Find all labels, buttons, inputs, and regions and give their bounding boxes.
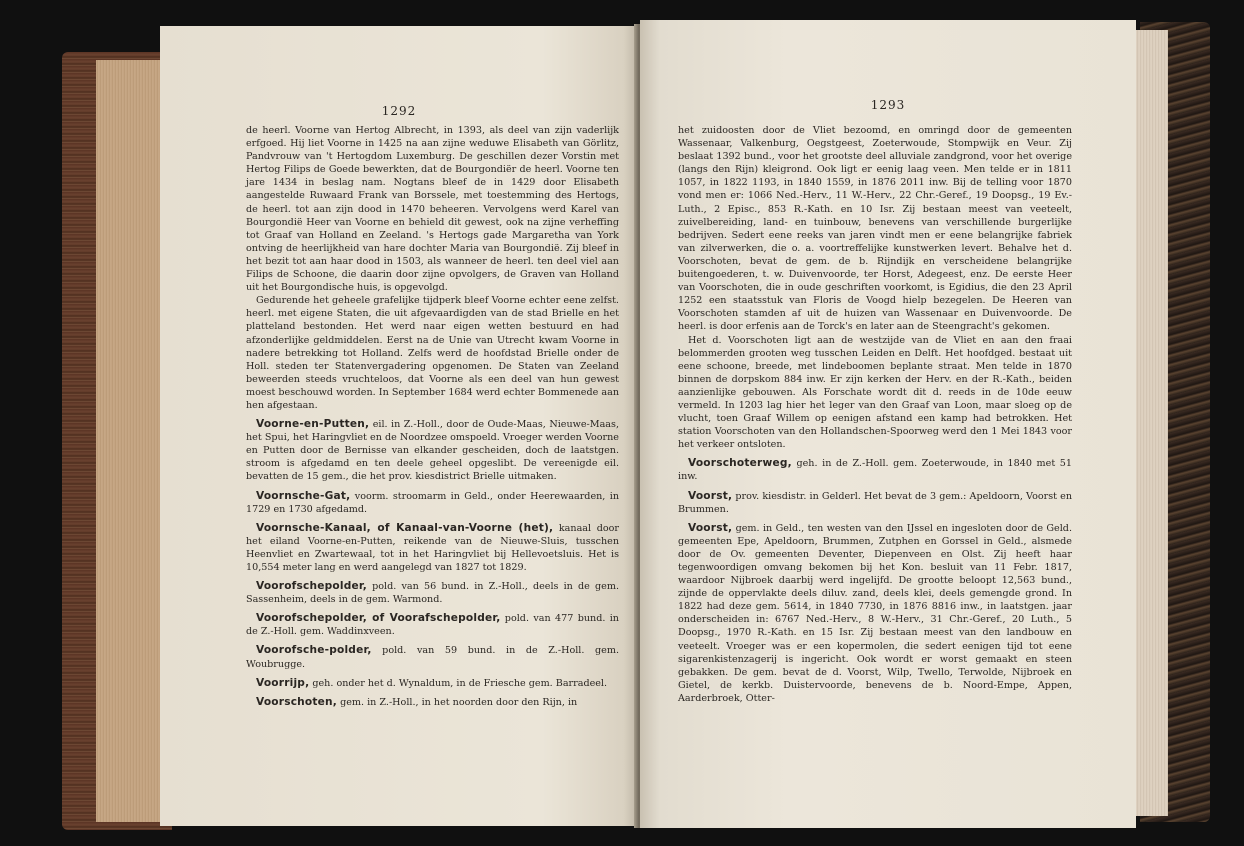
left-page (160, 26, 638, 826)
paragraph (246, 294, 619, 412)
entry-body: het zuidoosten door de Vliet bezoomd, en omringd door de gemeenten Wassenaar, Valkenburg, Oegstgeest, Zoeterwoude, Stompwijk en Veur. Zij beslaat 1392 bund., voor het grootste deel alluviale zandgrond, voor het overige (langs den Rijn) kleigrond. Ook ligt er eenig laag veen. Men telde er in 1811 1057, in 1822 1193, in 1840 1559, in 1876 2011 inw. Bij de telling voor 1870 vond men er: 1066 Ned.-Herv., 11 W.-Herv., 22 Chr.-Geref., 19 Doopsg., 19 Ev.-Luth., 2 Episc., 853 R.-Kath. en 10 Isr. Zij bestaan meest van veeteelt, zuivelbereiding, land- en tuinbouw, benevens van verschillende burgerlijke bedrijven. Sedert eene reeks van jaren vindt men er eene belangrijke fabriek van zilverwerken, die o. a. voortreffelijke kunstwerken levert. Behalve het d. Voorschoten, bevat de gem. de b. Rijndijk en verscheidene belangrijke buitengoederen, t. w. Duivenvoorde, ter Horst, Adegeest, enz. De eerste Heer van Voorschoten, die in oude geschriften voorkomt, is Egidius, die den 23 April 1252 een staatsstuk van Floris de Voogd hielp bezegelen. De Heeren van Voorschoten stamden af uit de huizen van Wassenaar en Duivenvoorde. De heerl. is door erfenis aan de Torck's en later aan de Steengracht's gekomen. (678, 125, 1072, 333)
right-page-text (678, 124, 1072, 705)
dictionary-entry (678, 457, 1072, 483)
entry-headword: Voorst, (688, 489, 733, 502)
page-block-left-edge (96, 60, 168, 822)
entry-body: pold. van 477 bund. in de Z.-Holl. gem. Waddinxveen. (246, 613, 619, 638)
entry-body: de heerl. Voorne van Hertog Albrecht, in 1393, als deel van zijn vaderlijk erfgoed. Hij liet Voorne in 1425 na aan zijne weduwe Elisabeth van Görlitz, Pandvrouw van 't Hertogdom Luxemburg. De geschillen dezer Vorstin met Hertog Filips de Goede bewerkten, dat de Bourgondiër de heerl. Voorne ten jare 1434 in beslag nam. Nogtans bleef de in 1429 door Elisabeth aangestelde Ruwaard Frank van Borssele, met toestemming des Hertogs, de heerl. tot aan zijn dood in 1470 beheeren. Vervolgens werd Karel van Bourgondië Heer van Voorne en behield dit gewest, ook na zijne verheffing tot Graaf van Holland en Zeeland. 's Hertogs gade Margaretha van York ontving de heerlijkheid van hare dochter Maria van Bourgondië. Zij bleef in het bezit tot aan haar dood in 1503, als wanneer de heerl. ten deel viel aan Filips de Schoone, die daarin door zijne opvolgers, de Graven van Holland uit het Bourgondische huis, is opgevolgd. (246, 125, 619, 294)
paragraph (678, 124, 1072, 334)
entry-body: pold. van 59 bund. in de Z.-Holl. gem. Woubrugge. (246, 645, 619, 670)
dictionary-entry (246, 522, 619, 574)
dictionary-entry (246, 677, 619, 690)
dictionary-entry (246, 490, 619, 516)
entry-headword: Voorofschepolder, (256, 580, 367, 593)
entry-body: gem. in Geld., ten westen van den IJssel en ingesloten door de Geld. gemeenten Epe, Apeldoorn, Brummen, Zutphen en Gorssel in Geld., alsmede door de Ov. gemeenten Deventer, Diepenveen en Olst. Zij heeft haar tegenwoordigen omvang bekomen bij het Kon. besluit van 11 Febr. 1817, waardoor Nijbroek daarbij werd ingelijfd. De grootte beloopt 12,563 bund., zijnde de oppervlakte deels diluv. zand, deels klei, deels gemengde grond. In 1822 had deze gem. 5614, in 1840 7730, in 1876 8816 inw., in laatstgen. jaar onderscheiden in: 6767 Ned.-Herv., 8 W.-Herv., 31 Chr.-Geref., 20 Luth., 5 Doopsg., 1970 R.-Kath. en 15 Isr. Zij bestaan meest van den landbouw en veeteelt. Vroeger was er een kopermolen, die sedert eenigen tijd tot eene sigarenkistenzagerij is ingericht. Ook wordt er worst gemaakt en steen gebakken. De gem. bevat de d. Voorst, Wilp, Twello, Terwolde, Nijbroek en Gietel, de kerkb. Duistervoorde, benevens de b. Noord-Empe, Appen, Aarderbroek, Otter- (678, 522, 1072, 704)
entry-headword: Voorschoten, (256, 695, 338, 708)
left-page-number: 1292 (381, 104, 417, 118)
entry-headword: Voorofschepolder, of Voorafschepolder, (256, 612, 501, 625)
entry-headword: Voorrijp, (256, 676, 310, 689)
entry-body: geh. in de Z.-Holl. gem. Zoeterwoude, in 1840 met 51 inw. (678, 458, 1072, 483)
entry-headword: Voorofsche-polder, (256, 644, 372, 657)
entry-body: prov. kiesdistr. in Gelderl. Het bevat de 3 gem.: Apeldoorn, Voorst en Brummen. (678, 490, 1072, 515)
dictionary-entry (246, 418, 619, 483)
entry-body: kanaal door het eiland Voorne-en-Putten, reikende van de Nieuwe-Sluis, tusschen Heenvliet en Zwartewaal, tot in het Haringvliet bij Hellevoetsluis. Het is 10,554 meter lang en werd aangelegd van 1827 tot 1829. (246, 522, 619, 573)
entry-body: Gedurende het geheele grafelijke tijdperk bleef Voorne echter eene zelfst. heerl. met eigene Staten, die uit afgevaardigden van de stad Brielle en het platteland bestonden. Het werd naar eigen wetten bestuurd en had afzonderlijke geldmiddelen. Eerst na de Unie van Utrecht kwam Voorne in nadere betrekking tot Holland. Zelfs werd de hoofdstad Brielle onder de Holl. steden ter Statenvergadering opgenomen. De Staten van Zeeland beweerden steeds vruchteloos, dat Voorne als een deel van hun gewest moest beschouwd worden. In September 1684 werd echter Bommenede aan hen afgestaan. (246, 295, 619, 411)
entry-body: gem. in Z.-Holl., in het noorden door den Rijn, in (337, 696, 578, 708)
dictionary-entry (246, 644, 619, 670)
dictionary-entry (678, 490, 1072, 516)
paragraph (246, 124, 619, 294)
right-page (640, 20, 1136, 828)
right-page-number: 1293 (870, 98, 906, 112)
entry-headword: Voorschoterweg, (688, 457, 792, 470)
left-page-text (246, 124, 619, 709)
entry-headword: Voorne-en-Putten, (256, 418, 370, 431)
entry-body: geh. onder het d. Wynaldum, in de Friesche gem. Barradeel. (309, 677, 608, 689)
entry-body: pold. van 56 bund. in Z.-Holl., deels in de gem. Sassenheim, deels in de gem. Warmond. (246, 581, 619, 606)
dictionary-entry (246, 612, 619, 638)
entry-headword: Voorst, (688, 521, 733, 534)
entry-headword: Voornsche-Gat, (256, 489, 351, 502)
dictionary-entry (246, 696, 619, 709)
dictionary-entry (678, 522, 1072, 705)
entry-headword: Voornsche-Kanaal, of Kanaal-van-Voorne (het), (256, 521, 554, 534)
entry-body: voorm. stroomarm in Geld., onder Heerewaarden, in 1729 en 1730 afgedamd. (246, 490, 619, 515)
paragraph (678, 334, 1072, 452)
entry-body: Het d. Voorschoten ligt aan de westzijde van de Vliet en aan den fraai belommerden grooten weg tusschen Leiden en Delft. Het hoofdged. bestaat uit eene schoone, breede, met lindeboomen beplante straat. Men telde in 1870 binnen de dorpskom 884 inw. Er zijn kerken der Herv. en der R.-Kath., beiden aanzienlijke gebouwen. Als Forschate wordt dit d. reeds in de 10de eeuw vermeld. In 1203 lag hier het leger van den Graaf van Loon, maar sloeg op de vlucht, toen Graaf Willem op eenigen afstand een kamp had betrokken. Het station Voorschoten van den Hollandschen-Spoorweg werd den 1 Mei 1843 voor het verkeer ontsloten. (678, 334, 1072, 451)
dictionary-entry (246, 580, 619, 606)
entry-body: eil. in Z.-Holl., door de Oude-Maas, Nieuwe-Maas, het Spui, het Haringvliet en de Noordzee omspoeld. Vroeger werden Voorne en Putten door de Bernisse van elkander gescheiden, doch de laatstgen. stroom is afgedamd en ten deele geheel opgeslibt. De vereenigde eil. bevatten de 15 gem., die het prov. kiesdistrict Brielle uitmaken. (246, 419, 619, 483)
